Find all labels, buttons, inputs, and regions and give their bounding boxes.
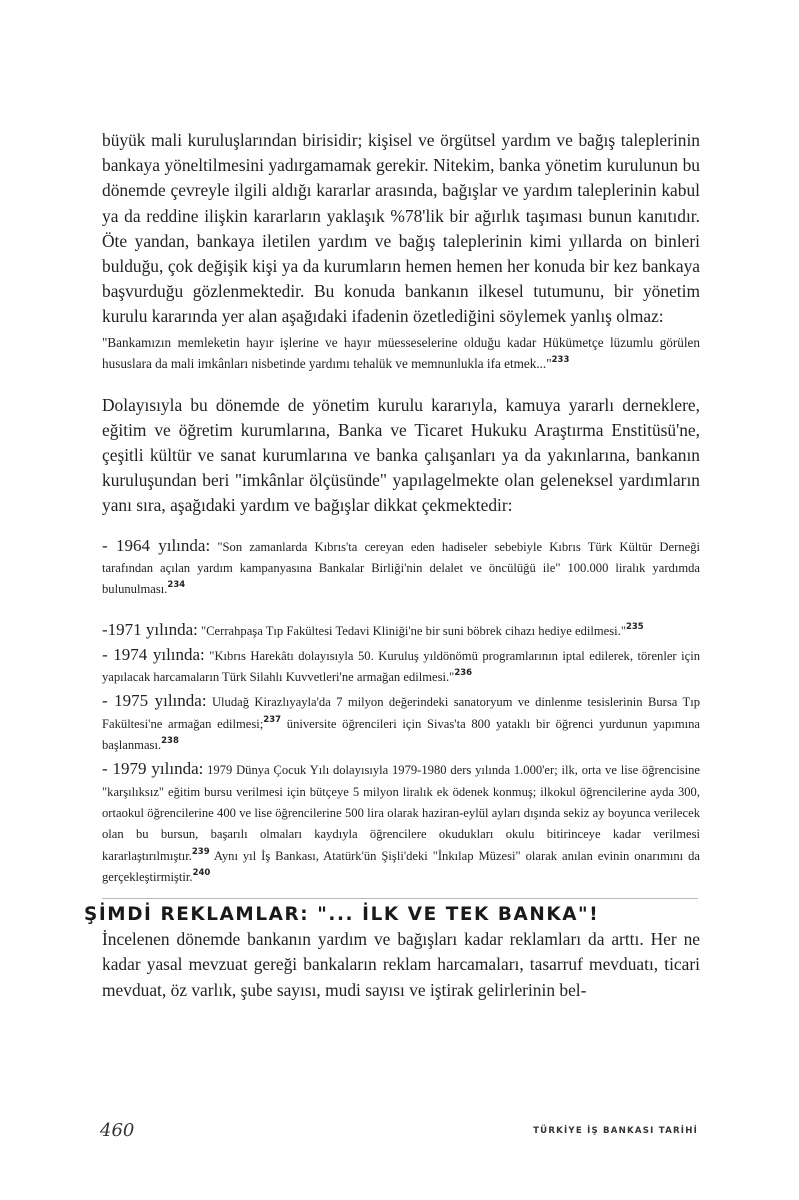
quote-text	[102, 332, 700, 375]
footnote-ref[interactable]: 233	[551, 355, 570, 366]
item-text: "Kıbrıs Harekâtı dolayısıyla 50. Kuruluş yıldönömü programlarının iptal edilerek, törenler için yapılacak harcamaların Türk Silahlı Kuvvetleri'ne armağan edilmesi."	[102, 648, 700, 685]
footnote-ref[interactable]: 237	[263, 714, 282, 725]
paragraph-text: İncelenen dönemde bankanın yardım ve bağışları kadar reklamları da arttı. Her ne kadar yasal mevzuat gereği bankaların reklam harcamaları, tasarruf mevduatı, ticari mevduat, öz varlık, şube sayısı, mudi sayısı ve iştirak gelirlerinin bel-	[102, 929, 700, 1000]
donation-item-1974	[102, 644, 700, 689]
donation-item-1971	[102, 619, 700, 642]
donation-item-1979	[102, 758, 700, 888]
section-heading: ŞİMDİ REKLAMLAR: "... İLK VE TEK BANKA"!	[84, 904, 600, 926]
running-footer-title: TÜRKİYE İŞ BANKASI TARİHİ	[533, 1126, 698, 1136]
year-label: - 1979 yılında:	[102, 759, 204, 779]
body-paragraph-1	[102, 128, 700, 330]
footnote-ref[interactable]: 236	[454, 668, 473, 679]
paragraph-text: büyük mali kuruluşlarından birisidir; kişisel ve örgütsel yardım ve bağış taleplerinin bankaya yöneltilmesini yadırgamamak gerekir. Nitekim, banka yönetim kurulunun bu dönemde çevreyle ilgili aldığı kararlar arasında, bağışlar ve yardım taleplerinin kabul ya da reddine ilişkin kararların yaklaşık %78'lik bir ağırlık taşıması bunun kanıtıdır. Öte yandan, bankaya iletilen yardım ve bağış taleplerinin kimi yıllarda on binleri bulduğu, çok değişik kişi ya da kurumların hemen hemen her konuda bir kez bankaya başvurduğu gözlenmektedir. Bu konuda bankanın ilkesel tutumunu, bir yönetim kurulu kararında yer alan aşağıdaki ifadenin özetlediğini söylemek yanlış olmaz:	[102, 130, 700, 327]
paragraph-text: Dolayısıyla bu dönemde de yönetim kurulu kararıyla, kamuya yararlı derneklere, eğitim ve öğretim kurumlarına, Banka ve Ticaret Hukuku Araştırma Enstitüsü'ne, çeşitli kültür ve sanat kurumlarına ve banka çalışanları ya da yakınlarına, bankanın kuruluşundan beri "imkânlar ölçüsünde" yapılagelmekte olan geleneksel yardımların yanı sıra, aşağıdaki yardım ve bağışlar dikkat çekmektedir:	[102, 394, 700, 516]
footnote-ref[interactable]: 239	[191, 846, 210, 857]
item-text: "Cerrahpaşa Tıp Fakültesi Tedavi Kliniği'ne bir suni böbrek cihazı hediye edilmesi."	[201, 623, 626, 638]
footnote-ref[interactable]: 238	[161, 736, 179, 747]
item-text: Uludağ Kirazlıyayla'da 7 milyon değerindeki sanatoryum ve dinlenme tesislerinin Bursa Tıp Fakültesi'ne armağan edilmesi;	[102, 695, 700, 731]
item-text: "Son zamanlarda Kıbrıs'ta cereyan eden hadiseler sebebiyle Kıbrıs Türk Kültür Derneği tarafından açılan yardım kampanyasına Bankalar Birliği'nin delalet ve öncülüğü ile" 100.000 liralık yardımda bulunulması.	[102, 539, 700, 597]
quote-body: "Bankamızın memleketin hayır işlerine ve hayır müesseselerine olduğu kadar Hükümetçe lüzumlu görülen hususlara da mali imkânları nisbetinde yardımı tehalük ve memnunlukla ifa etmek..."	[102, 334, 700, 372]
year-label: - 1964 yılında:	[102, 535, 211, 555]
footnote-ref[interactable]: 234	[167, 580, 186, 591]
year-label: - 1975 yılında:	[102, 691, 207, 711]
footnote-ref[interactable]: 240	[192, 867, 211, 878]
year-label: - 1974 yılında:	[102, 644, 205, 664]
block-quote	[102, 332, 700, 375]
item-text: 1979 Dünya Çocuk Yılı dolayısıyla 1979-1980 ders yılında 1.000'er; ilk, orta ve lise öğrencisine "karşılıksız" eğitim bursu verilmesi için bütçeye 5 milyon liralık ek ödenek konmuş; ilkokul öğrencilerine ayda 300, ortaokul öğrencilerine 400 ve lise öğrencilerine 500 lira olarak haziran-eylül ayları dışında sekiz ay boyunca verilecek olan bu bursun, başarılı olmaları kaydıyla öğrencilere okudukları okulu bitirinceye kadar verilmesi kararlaştırılmıştır.	[102, 763, 700, 863]
year-label: -1971 yılında:	[102, 619, 198, 639]
item-text: Aynı yıl İş Bankası, Atatürk'ün Şişli'deki "İnkılap Müzesi" olarak anılan evinin onarımını da gerçekleştirmiştir.	[102, 848, 700, 884]
page-number: 460	[100, 1120, 135, 1141]
footnote-ref[interactable]: 235	[625, 621, 644, 632]
section-paragraph	[102, 927, 700, 1003]
item-text: üniversite öğrencileri için Sivas'ta 800 yataklı bir öğrenci yurdunun yapımına başlanması.	[102, 716, 700, 753]
body-paragraph-2	[102, 393, 700, 519]
page-body	[84, 128, 700, 1003]
donation-item-1964	[102, 535, 700, 601]
section-divider	[102, 898, 698, 899]
donation-item-1975	[102, 690, 700, 756]
